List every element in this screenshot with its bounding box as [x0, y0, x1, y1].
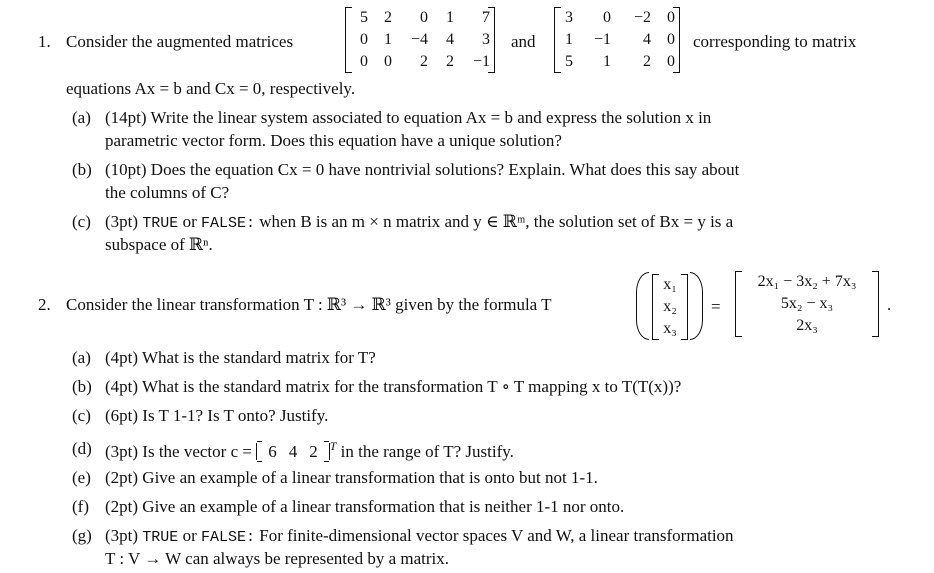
period: . — [887, 295, 892, 314]
p2-d-text: (3pt) Is the vector c = 6 4 2 $^T$ in the range of T? Justify. — [105, 439, 514, 461]
output-vector: 2x₁ − 3x₂ + 7x₃ 5x₂ − x₃ 2x₃ — [735, 271, 879, 337]
p1-a-line2: parametric vector form. Does this equation have a unique solution? — [105, 131, 562, 150]
p2-e-label: (e) — [72, 468, 91, 487]
false-keyword: FALSE: — [200, 529, 255, 546]
p1-c-label: (c) — [72, 212, 91, 231]
problem-1-number: 1. — [38, 32, 51, 51]
p2-g-line1: (3pt) TRUE or FALSE: For finite-dimensional vector spaces V and W, a linear transformation — [105, 526, 734, 546]
p2-d-label: (d) — [72, 439, 92, 458]
right-paren — [690, 272, 703, 340]
equals-sign: = — [711, 297, 721, 316]
p2-c-text: (6pt) Is T 1-1? Is T onto? Justify. — [105, 406, 329, 425]
p2-f-text: (2pt) Give an example of a linear transformation that is neither 1-1 nor onto. — [105, 497, 625, 516]
false-keyword: FALSE: — [200, 215, 255, 232]
augmented-matrix-a: 5 2 0 1 7 0 1 −4 4 3 0 0 2 2 −1 — [345, 7, 495, 73]
p2-e-text: (2pt) Give an example of a linear transformation that is onto but not 1-1. — [105, 468, 598, 487]
p2-g-line2: T : V → W can always be represented by a matrix. — [105, 549, 450, 568]
p1-c-line2: subspace of ℝⁿ. — [105, 235, 213, 254]
p1-a-line1: (14pt) Write the linear system associated to equation Ax = b and express the solution x in — [105, 108, 712, 127]
p1-a-label: (a) — [72, 108, 91, 127]
problem-2-intro: Consider the linear transformation T : ℝ³ → ℝ³ given by the formula T — [66, 295, 552, 314]
and-word: and — [511, 32, 536, 51]
p2-a-label: (a) — [72, 348, 91, 367]
problem-2-number: 2. — [38, 295, 51, 314]
p2-a-text: (4pt) What is the standard matrix for T? — [105, 348, 376, 367]
p1-b-line1: (10pt) Does the equation Cx = 0 have nontrivial solutions? Explain. What does this say about — [105, 160, 740, 179]
true-keyword: TRUE — [142, 215, 179, 232]
p2-c-label: (c) — [72, 406, 91, 425]
input-vector: x₁ x₂ x₃ — [652, 274, 688, 340]
p2-b-label: (b) — [72, 377, 92, 396]
p1-b-label: (b) — [72, 160, 92, 179]
p1-b-line2: the columns of C? — [105, 183, 230, 202]
true-keyword: TRUE — [142, 529, 179, 546]
p2-f-label: (f) — [72, 497, 89, 516]
p1-c-line1: (3pt) TRUE or FALSE: when B is an m × n matrix and y ∈ ℝᵐ, the solution set of Bx = y is a — [105, 212, 734, 232]
problem-1-intro: Consider the augmented matrices — [66, 32, 294, 51]
equations-line: equations Ax = b and Cx = 0, respectively. — [66, 79, 356, 98]
left-paren — [636, 272, 649, 340]
corresponding-text: corresponding to matrix — [693, 32, 857, 51]
p2-b-text: (4pt) What is the standard matrix for the transformation T ∘ T mapping x to T(T(x))? — [105, 377, 682, 396]
p2-g-label: (g) — [72, 526, 92, 545]
augmented-matrix-c: 3 0 −2 0 1 −1 4 0 5 1 2 0 — [554, 7, 680, 73]
vector-c: 6 4 2 — [256, 443, 330, 460]
